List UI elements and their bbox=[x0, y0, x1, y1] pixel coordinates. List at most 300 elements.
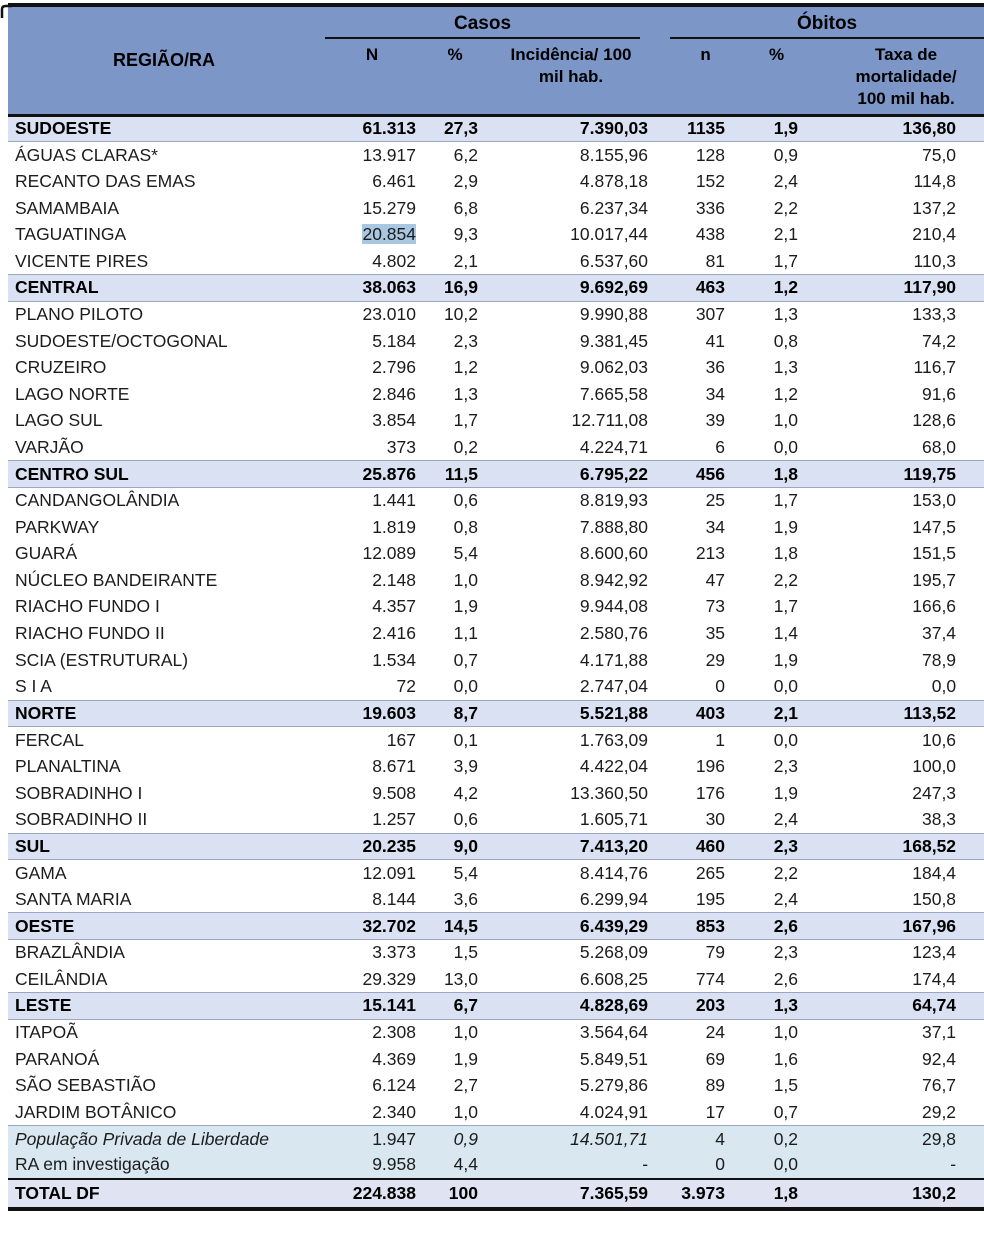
table-row bbox=[8, 1152, 984, 1179]
table-row bbox=[8, 1019, 984, 1046]
value-cell-on: 336 bbox=[695, 197, 726, 218]
value-cell-inc: 4.828,69 bbox=[486, 993, 656, 1020]
value-cell-on: 307 bbox=[695, 304, 726, 325]
value-cell-inc: 5.849,51 bbox=[579, 1048, 649, 1069]
value-cell-inc: 9.062,03 bbox=[579, 357, 649, 378]
value-cell-taxa: 168,52 bbox=[806, 833, 984, 860]
value-cell-n: 15.279 bbox=[362, 197, 416, 218]
column-header-n: N bbox=[320, 39, 424, 115]
column-header-inc: Incidência/ 100 mil hab. bbox=[486, 39, 656, 115]
region-name-cell: RIACHO FUNDO II bbox=[15, 623, 165, 644]
value-cell-inc: 6.237,34 bbox=[579, 197, 649, 218]
value-cell-taxa: 37,1 bbox=[921, 1022, 957, 1043]
value-cell-on: 463 bbox=[656, 275, 733, 302]
value-cell-pct: 1,2 bbox=[453, 357, 478, 378]
value-cell-inc: 4.024,91 bbox=[579, 1101, 649, 1122]
value-cell-pct: 6,7 bbox=[424, 993, 486, 1020]
value-cell-pct: 1,5 bbox=[453, 942, 478, 963]
table-row bbox=[8, 594, 984, 621]
value-cell-opct: 0,8 bbox=[773, 330, 799, 351]
value-cell-opct: 2,4 bbox=[773, 888, 799, 909]
value-cell-taxa: 167,96 bbox=[806, 913, 984, 940]
value-cell-pct: 27,3 bbox=[424, 115, 486, 142]
value-cell-opct: 1,3 bbox=[733, 993, 806, 1020]
value-cell-opct: 0,7 bbox=[773, 1101, 799, 1122]
value-cell-n: 9.508 bbox=[372, 782, 416, 803]
value-cell-pct: 100 bbox=[424, 1179, 486, 1209]
value-cell-on: 203 bbox=[656, 993, 733, 1020]
table-row bbox=[8, 275, 984, 302]
value-cell-n: 32.702 bbox=[320, 913, 424, 940]
region-name-cell: TOTAL DF bbox=[8, 1179, 320, 1209]
value-cell-pct: 3,9 bbox=[453, 756, 478, 777]
value-cell-inc: 9.381,45 bbox=[579, 330, 649, 351]
value-cell-taxa: 29,8 bbox=[806, 1126, 984, 1153]
value-cell-inc: 7.390,03 bbox=[486, 115, 656, 142]
value-cell-pct: 9,3 bbox=[453, 224, 478, 245]
value-cell-on: 176 bbox=[695, 782, 726, 803]
value-cell-inc: 9.990,88 bbox=[579, 304, 649, 325]
value-cell-pct: 8,7 bbox=[424, 700, 486, 727]
value-cell-pct: 13,0 bbox=[443, 968, 478, 989]
value-cell-inc: 6.537,60 bbox=[579, 250, 649, 271]
value-cell-opct: 1,8 bbox=[773, 543, 799, 564]
value-cell-taxa: 74,2 bbox=[921, 330, 957, 351]
value-cell-n: 6.124 bbox=[372, 1075, 416, 1096]
value-cell-n: 2.308 bbox=[372, 1022, 416, 1043]
value-cell-taxa: 92,4 bbox=[921, 1048, 957, 1069]
value-cell-n: 15.141 bbox=[320, 993, 424, 1020]
value-cell-taxa: 133,3 bbox=[912, 304, 957, 325]
region-name-cell: CENTRAL bbox=[8, 275, 320, 302]
value-cell-taxa: 68,0 bbox=[921, 436, 957, 457]
value-cell-inc: 9.944,08 bbox=[579, 596, 649, 617]
region-name-cell: CRUZEIRO bbox=[15, 357, 107, 378]
region-name-cell: População Privada de Liberdade bbox=[8, 1126, 320, 1153]
value-cell-n: 25.876 bbox=[320, 461, 424, 488]
column-group-obitos-label: Óbitos bbox=[670, 13, 984, 39]
value-cell-n: 2.340 bbox=[372, 1101, 416, 1122]
value-cell-n: 8.671 bbox=[372, 756, 416, 777]
value-cell-taxa: 174,4 bbox=[912, 968, 957, 989]
value-cell-inc: 4.422,04 bbox=[579, 756, 649, 777]
value-cell-n: 38.063 bbox=[320, 275, 424, 302]
value-cell-inc: 6.299,94 bbox=[579, 888, 649, 909]
region-name-cell: S I A bbox=[15, 676, 52, 697]
region-name-cell: GUARÁ bbox=[15, 543, 78, 564]
value-cell-opct: 0,0 bbox=[733, 1152, 806, 1179]
table-row bbox=[8, 301, 984, 328]
table-row bbox=[8, 620, 984, 647]
value-cell-opct: 1,7 bbox=[773, 250, 799, 271]
region-name-cell: SÃO SEBASTIÃO bbox=[15, 1075, 157, 1096]
table-row bbox=[8, 514, 984, 541]
value-cell-taxa: 117,90 bbox=[806, 275, 984, 302]
value-cell-pct: 0,6 bbox=[453, 808, 478, 829]
value-cell-on: 460 bbox=[656, 833, 733, 860]
value-cell-n: 1.534 bbox=[372, 649, 416, 670]
region-name-cell: SOBRADINHO I bbox=[15, 782, 143, 803]
value-cell-inc: 7.888,80 bbox=[579, 516, 649, 537]
value-cell-pct: 1,0 bbox=[453, 1101, 478, 1122]
value-cell-n: 61.313 bbox=[320, 115, 424, 142]
value-cell-opct: 2,1 bbox=[773, 224, 799, 245]
value-cell-pct: 11,5 bbox=[424, 461, 486, 488]
table-row bbox=[8, 354, 984, 381]
value-cell-on: 41 bbox=[705, 330, 726, 351]
value-cell-n: 5.184 bbox=[372, 330, 416, 351]
value-cell-taxa: 128,6 bbox=[912, 410, 957, 431]
value-cell-n: 3.373 bbox=[372, 942, 416, 963]
table-row bbox=[8, 939, 984, 966]
region-name-cell: CANDANGOLÂNDIA bbox=[15, 490, 180, 511]
value-cell-inc: 8.600,60 bbox=[579, 543, 649, 564]
value-cell-n: 167 bbox=[386, 729, 416, 750]
value-cell-inc: 1.605,71 bbox=[579, 808, 649, 829]
value-cell-inc: 4.878,18 bbox=[579, 170, 649, 191]
value-cell-on: 25 bbox=[705, 490, 726, 511]
region-name-cell: SCIA (ESTRUTURAL) bbox=[15, 649, 189, 670]
column-header-opct: % bbox=[733, 39, 806, 115]
value-cell-n: 2.796 bbox=[372, 357, 416, 378]
value-cell-n: 1.441 bbox=[372, 490, 416, 511]
value-cell-n: 373 bbox=[386, 436, 416, 457]
value-cell-on: 4 bbox=[656, 1126, 733, 1153]
region-name-cell: PARKWAY bbox=[15, 516, 100, 537]
value-cell-n: 4.802 bbox=[372, 250, 416, 271]
value-cell-pct: 4,2 bbox=[453, 782, 478, 803]
value-cell-on: 456 bbox=[656, 461, 733, 488]
value-cell-pct: 4,4 bbox=[424, 1152, 486, 1179]
value-cell-opct: 2,3 bbox=[773, 756, 799, 777]
value-cell-pct: 0,0 bbox=[453, 676, 478, 697]
value-cell-opct: 1,3 bbox=[773, 304, 799, 325]
table-row bbox=[8, 195, 984, 222]
value-cell-pct: 2,1 bbox=[453, 250, 478, 271]
value-cell-pct: 0,9 bbox=[424, 1126, 486, 1153]
table-row bbox=[8, 461, 984, 488]
value-cell-opct: 2,6 bbox=[773, 968, 799, 989]
value-cell-n: 20.235 bbox=[320, 833, 424, 860]
value-cell-taxa: 247,3 bbox=[912, 782, 957, 803]
value-cell-opct: 0,0 bbox=[773, 676, 799, 697]
value-cell-on: 30 bbox=[705, 808, 726, 829]
value-cell-inc: 8.414,76 bbox=[579, 862, 649, 883]
region-name-cell: VARJÃO bbox=[15, 436, 84, 457]
value-cell-opct: 1,9 bbox=[773, 649, 799, 670]
value-cell-inc: 7.665,58 bbox=[579, 383, 649, 404]
value-cell-inc: 5.268,09 bbox=[579, 942, 649, 963]
region-name-cell: NORTE bbox=[8, 700, 320, 727]
value-cell-on: 24 bbox=[705, 1022, 726, 1043]
value-cell-inc: 1.763,09 bbox=[579, 729, 649, 750]
value-cell-on: 128 bbox=[695, 144, 726, 165]
value-cell-pct: 1,9 bbox=[453, 596, 478, 617]
column-header-region: REGIÃO/RA bbox=[8, 5, 320, 115]
region-name-cell: LAGO SUL bbox=[15, 410, 103, 431]
value-cell-pct: 2,9 bbox=[453, 170, 478, 191]
value-cell-taxa: 78,9 bbox=[921, 649, 957, 670]
value-cell-pct: 2,3 bbox=[453, 330, 478, 351]
value-cell-inc: 12.711,08 bbox=[571, 410, 649, 431]
value-cell-opct: 0,2 bbox=[733, 1126, 806, 1153]
value-cell-opct: 1,9 bbox=[773, 782, 799, 803]
table-row bbox=[8, 993, 984, 1020]
column-header-taxa: Taxa de mortalidade/ 100 mil hab. bbox=[806, 39, 984, 115]
value-cell-inc: 13.360,50 bbox=[570, 782, 649, 803]
value-cell-on: 1135 bbox=[656, 115, 733, 142]
table-row bbox=[8, 966, 984, 993]
region-name-cell: RA em investigação bbox=[8, 1152, 320, 1179]
table-row bbox=[8, 328, 984, 355]
value-cell-inc: 6.795,22 bbox=[486, 461, 656, 488]
value-cell-pct: 0,2 bbox=[453, 436, 478, 457]
value-cell-on: 79 bbox=[705, 942, 726, 963]
value-cell-opct: 1,0 bbox=[773, 1022, 799, 1043]
value-cell-inc: 5.279,86 bbox=[579, 1075, 649, 1096]
value-cell-inc: 9.692,69 bbox=[486, 275, 656, 302]
value-cell-taxa: 91,6 bbox=[921, 383, 957, 404]
value-cell-taxa: 38,3 bbox=[921, 808, 957, 829]
value-cell-on: 6 bbox=[715, 436, 726, 457]
value-cell-n: 12.089 bbox=[362, 543, 416, 564]
value-cell-inc: 2.747,04 bbox=[579, 676, 649, 697]
table-body bbox=[8, 115, 984, 1209]
value-cell-opct: 2,2 bbox=[773, 197, 799, 218]
value-cell-inc: 7.413,20 bbox=[486, 833, 656, 860]
value-cell-on: 29 bbox=[705, 649, 726, 670]
region-name-cell: PLANALTINA bbox=[15, 756, 121, 777]
value-cell-taxa: 114,8 bbox=[913, 170, 957, 191]
column-header-on: n bbox=[656, 39, 733, 115]
value-cell-on: 853 bbox=[656, 913, 733, 940]
value-cell-on: 73 bbox=[705, 596, 726, 617]
value-cell-n: 1.819 bbox=[372, 516, 416, 537]
value-cell-taxa: 130,2 bbox=[806, 1179, 984, 1209]
value-cell-pct: 1,3 bbox=[453, 383, 478, 404]
value-cell-on: 39 bbox=[705, 410, 726, 431]
value-cell-taxa: 113,52 bbox=[806, 700, 984, 727]
region-name-cell: LAGO NORTE bbox=[15, 383, 130, 404]
value-cell-on: 0 bbox=[656, 1152, 733, 1179]
table-row bbox=[8, 541, 984, 568]
region-name-cell: VICENTE PIRES bbox=[15, 250, 149, 271]
value-cell-on: 34 bbox=[705, 383, 726, 404]
region-name-cell: SAMAMBAIA bbox=[15, 197, 120, 218]
table-row bbox=[8, 806, 984, 833]
region-name-cell: RECANTO DAS EMAS bbox=[15, 170, 196, 191]
value-cell-taxa: 37,4 bbox=[921, 623, 957, 644]
table-row bbox=[8, 753, 984, 780]
value-cell-pct: 16,9 bbox=[424, 275, 486, 302]
value-cell-taxa: 136,80 bbox=[806, 115, 984, 142]
value-cell-n: 12.091 bbox=[362, 862, 416, 883]
value-cell-taxa: 0,0 bbox=[931, 676, 957, 697]
table-row bbox=[8, 1046, 984, 1073]
region-name-cell: OESTE bbox=[8, 913, 320, 940]
region-name-cell: SOBRADINHO II bbox=[15, 808, 148, 829]
table-row bbox=[8, 1179, 984, 1209]
value-cell-inc: 7.365,59 bbox=[486, 1179, 656, 1209]
value-cell-opct: 2,4 bbox=[773, 808, 799, 829]
table-row bbox=[8, 567, 984, 594]
value-cell-inc: 6.439,29 bbox=[486, 913, 656, 940]
value-cell-on: 17 bbox=[705, 1101, 726, 1122]
value-cell-inc: 10.017,44 bbox=[570, 224, 649, 245]
value-cell-n: 3.854 bbox=[372, 410, 416, 431]
value-cell-on: 81 bbox=[705, 250, 726, 271]
value-cell-opct: 1,2 bbox=[773, 383, 799, 404]
table-row bbox=[8, 487, 984, 514]
value-cell-opct: 1,4 bbox=[773, 623, 799, 644]
table-row bbox=[8, 142, 984, 169]
value-cell-pct: 0,8 bbox=[453, 516, 478, 537]
value-cell-opct: 1,0 bbox=[773, 410, 799, 431]
value-cell-pct: 2,7 bbox=[453, 1075, 478, 1096]
value-cell-taxa: 29,2 bbox=[921, 1101, 957, 1122]
value-cell-inc: 2.580,76 bbox=[579, 623, 649, 644]
region-name-cell: CEILÂNDIA bbox=[15, 968, 108, 989]
value-cell-inc: 3.564,64 bbox=[579, 1022, 649, 1043]
value-cell-pct: 9,0 bbox=[424, 833, 486, 860]
column-group-casos bbox=[320, 5, 656, 39]
value-cell-taxa: 166,6 bbox=[912, 596, 957, 617]
value-cell-n: 224.838 bbox=[320, 1179, 424, 1209]
value-cell-opct: 2,2 bbox=[773, 862, 799, 883]
column-group-casos-label: Casos bbox=[325, 13, 640, 39]
value-cell-opct: 2,3 bbox=[773, 942, 799, 963]
value-cell-opct: 1,7 bbox=[773, 596, 799, 617]
value-cell-inc: - bbox=[486, 1152, 656, 1179]
region-name-cell: LESTE bbox=[8, 993, 320, 1020]
value-cell-opct: 1,9 bbox=[773, 516, 799, 537]
value-cell-n: 29.329 bbox=[362, 968, 416, 989]
region-name-cell: FERCAL bbox=[15, 729, 85, 750]
region-name-cell: GAMA bbox=[15, 862, 67, 883]
value-cell-taxa: 195,7 bbox=[912, 569, 957, 590]
table-row bbox=[8, 700, 984, 727]
value-cell-pct: 1,1 bbox=[453, 623, 478, 644]
value-cell-pct: 0,1 bbox=[453, 729, 478, 750]
value-cell-taxa: 137,2 bbox=[912, 197, 957, 218]
table-row bbox=[8, 115, 984, 142]
value-cell-pct: 5,4 bbox=[453, 862, 478, 883]
table-row bbox=[8, 860, 984, 887]
selection-highlight: 20.854 bbox=[362, 224, 416, 245]
value-cell-on: 152 bbox=[695, 170, 726, 191]
table-header bbox=[8, 5, 984, 115]
value-cell-opct: 1,3 bbox=[773, 357, 799, 378]
value-cell-pct: 10,2 bbox=[443, 304, 478, 325]
value-cell-taxa: 100,0 bbox=[912, 756, 957, 777]
value-cell-pct: 5,4 bbox=[453, 543, 478, 564]
value-cell-n: 2.846 bbox=[372, 383, 416, 404]
table-row bbox=[8, 168, 984, 195]
value-cell-taxa: 150,8 bbox=[912, 888, 957, 909]
table-row bbox=[8, 780, 984, 807]
value-cell-on: 34 bbox=[705, 516, 726, 537]
value-cell-pct: 1,0 bbox=[453, 1022, 478, 1043]
value-cell-on: 774 bbox=[695, 968, 726, 989]
region-name-cell: TAGUATINGA bbox=[15, 224, 127, 245]
value-cell-on: 69 bbox=[705, 1048, 726, 1069]
value-cell-opct: 2,4 bbox=[773, 170, 799, 191]
region-name-cell: RIACHO FUNDO I bbox=[15, 596, 160, 617]
value-cell-on: 196 bbox=[695, 756, 726, 777]
value-cell-on: 213 bbox=[695, 543, 726, 564]
value-cell-n: 23.010 bbox=[362, 304, 416, 325]
region-name-cell: SANTA MARIA bbox=[15, 888, 132, 909]
value-cell-on: 47 bbox=[705, 569, 726, 590]
table-row bbox=[8, 727, 984, 754]
table-row bbox=[8, 886, 984, 913]
value-cell-opct: 1,8 bbox=[733, 1179, 806, 1209]
value-cell-taxa: 151,5 bbox=[912, 543, 957, 564]
region-name-cell: ÁGUAS CLARAS* bbox=[15, 144, 158, 165]
value-cell-taxa: 64,74 bbox=[806, 993, 984, 1020]
value-cell-inc: 8.942,92 bbox=[579, 569, 649, 590]
table-row bbox=[8, 248, 984, 275]
value-cell-opct: 0,0 bbox=[773, 729, 799, 750]
value-cell-opct: 1,2 bbox=[733, 275, 806, 302]
value-cell-n: 4.369 bbox=[372, 1048, 416, 1069]
value-cell-taxa: 76,7 bbox=[921, 1075, 957, 1096]
value-cell-n: 9.958 bbox=[320, 1152, 424, 1179]
table-row bbox=[8, 647, 984, 674]
value-cell-n: 1.947 bbox=[320, 1126, 424, 1153]
value-cell-taxa: 110,3 bbox=[913, 250, 957, 271]
table-row bbox=[8, 221, 984, 248]
value-cell-on: 265 bbox=[695, 862, 726, 883]
value-cell-on: 403 bbox=[656, 700, 733, 727]
value-cell-pct: 6,2 bbox=[453, 144, 478, 165]
value-cell-taxa: 147,5 bbox=[912, 516, 957, 537]
region-name-cell: SUL bbox=[8, 833, 320, 860]
value-cell-inc: 5.521,88 bbox=[486, 700, 656, 727]
value-cell-inc: 8.819,93 bbox=[579, 490, 649, 511]
value-cell-pct: 0,7 bbox=[453, 649, 478, 670]
value-cell-pct: 1,7 bbox=[453, 410, 478, 431]
value-cell-opct: 1,9 bbox=[733, 115, 806, 142]
value-cell-n: 2.148 bbox=[372, 569, 416, 590]
crop-artifact-mark bbox=[0, 3, 12, 19]
value-cell-n: 4.357 bbox=[372, 596, 416, 617]
value-cell-on: 0 bbox=[715, 676, 726, 697]
value-cell-opct: 0,0 bbox=[773, 436, 799, 457]
value-cell-on: 1 bbox=[715, 729, 726, 750]
value-cell-on: 195 bbox=[695, 888, 726, 909]
table-row bbox=[8, 1072, 984, 1099]
value-cell-pct: 6,8 bbox=[453, 197, 478, 218]
value-cell-pct: 1,0 bbox=[453, 569, 478, 590]
value-cell-n: 1.257 bbox=[372, 808, 416, 829]
value-cell-inc: 8.155,96 bbox=[579, 144, 649, 165]
value-cell-pct: 3,6 bbox=[453, 888, 478, 909]
table-row bbox=[8, 833, 984, 860]
region-name-cell: PARANOÁ bbox=[15, 1048, 100, 1069]
value-cell-taxa: 153,0 bbox=[912, 490, 957, 511]
table-row bbox=[8, 408, 984, 435]
value-cell-inc: 14.501,71 bbox=[486, 1126, 656, 1153]
value-cell-inc: 4.171,88 bbox=[579, 649, 649, 670]
value-cell-pct: 1,9 bbox=[453, 1048, 478, 1069]
value-cell-on: 3.973 bbox=[656, 1179, 733, 1209]
table-row bbox=[8, 913, 984, 940]
value-cell-opct: 2,6 bbox=[733, 913, 806, 940]
value-cell-taxa: 10,6 bbox=[921, 729, 957, 750]
table-row bbox=[8, 1099, 984, 1126]
table-row bbox=[8, 1126, 984, 1153]
